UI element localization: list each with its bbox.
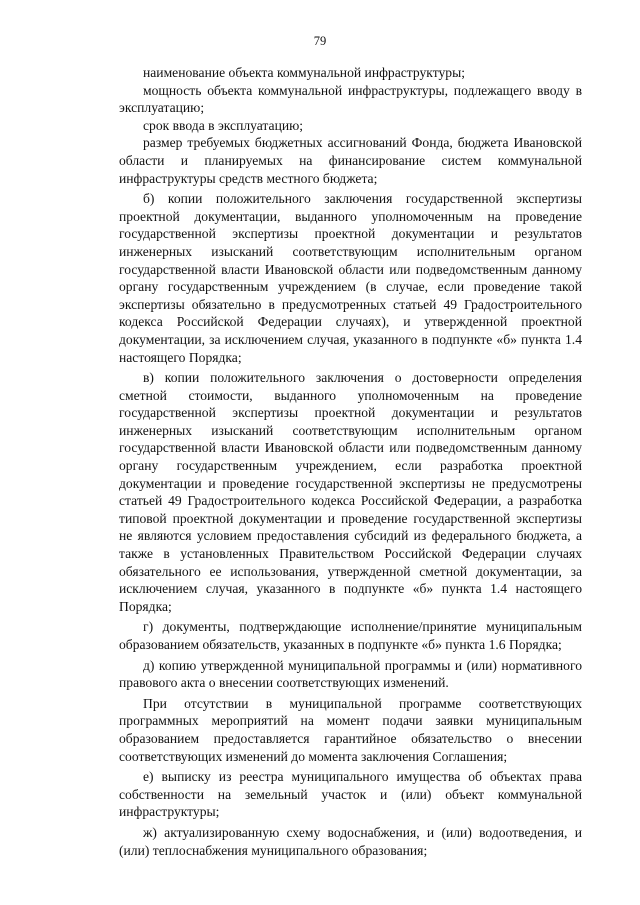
paragraph-item-b: б) копии положительного заключения государственной экспертизы проектной документации, выданного уполномоченным на проведение государственной экспертизы проектной документации и результатов инженерных изысканий соответствующим исполнительным органом государственной власти Ивановской области или подведомственным данному органу государственным учреждением (в случае, если проведение такой экспертизы обязательно в предусмотренных статьей 49 Градостроительного кодекса Российской Федерации случаях), и утвержденной проектной документации, за исключением случая, указанного в подпункте «б» пункта 1.4 настоящего Порядка; [119, 191, 582, 365]
paragraph-item-d: д) копию утвержденной муниципальной программы и (или) нормативного правового акта о внесении соответствующих изменений. [119, 657, 582, 691]
paragraph-guarantee: При отсутствии в муниципальной программе соответствующих программных мероприятий на момент подачи заявки муниципальным образованием предоставляется гарантийное обязательство о внесении соответствующих изменений до момента заключения Соглашения; [119, 695, 582, 764]
document-body [119, 64, 582, 859]
paragraph-budget-size: размер требуемых бюджетных ассигнований Фонда, бюджета Ивановской области и планируемых на финансирование систем коммунальной инфраструктуры средств местного бюджета; [119, 135, 582, 186]
paragraph-item-zh: ж) актуализированную схему водоснабжения, и (или) водоотведения, и (или) теплоснабжения муниципального образования; [119, 824, 582, 858]
paragraph-object-name: наименование объекта коммунальной инфраструктуры; [143, 65, 465, 80]
page-number: 79 [313, 34, 327, 48]
paragraph-item-e: е) выписку из реестра муниципального имущества об объектах права собственности на земельный участок и (или) объект коммунальной инфраструктуры; [119, 769, 582, 820]
paragraph-item-v: в) копии положительного заключения о достоверности определения сметной стоимости, выданного уполномоченным на проведение государственной экспертизы проектной документации и результатов инженерных изысканий соответствующим исполнительным органом государственной власти Ивановской области или подведомственным данному органу государственным учреждением, если разработка проектной документации и проведение государственной экспертизы не предусмотрены статьей 49 Градостроительного кодекса Российской Федерации, а разработка типовой проектной документации и проведение государственной экспертизы не являются условием предоставления субсидий из федерального бюджета, а также в установленных Правительством Российской Федерации случаях обязательного ее использования, утвержденной сметной документации, за исключением случая, указанного в подпункте «б» пункта 1.4 настоящего Порядка; [119, 370, 582, 614]
paragraph-object-capacity: мощность объекта коммунальной инфраструктуры, подлежащего вводу в эксплуатацию; [119, 82, 582, 116]
paragraph-commissioning-date: срок ввода в эксплуатацию; [143, 117, 304, 133]
paragraph-item-g: г) документы, подтверждающие исполнение/принятие муниципальным образованием обязательств, указанных в подпункте «б» пункта 1.6 Порядка; [119, 619, 582, 652]
